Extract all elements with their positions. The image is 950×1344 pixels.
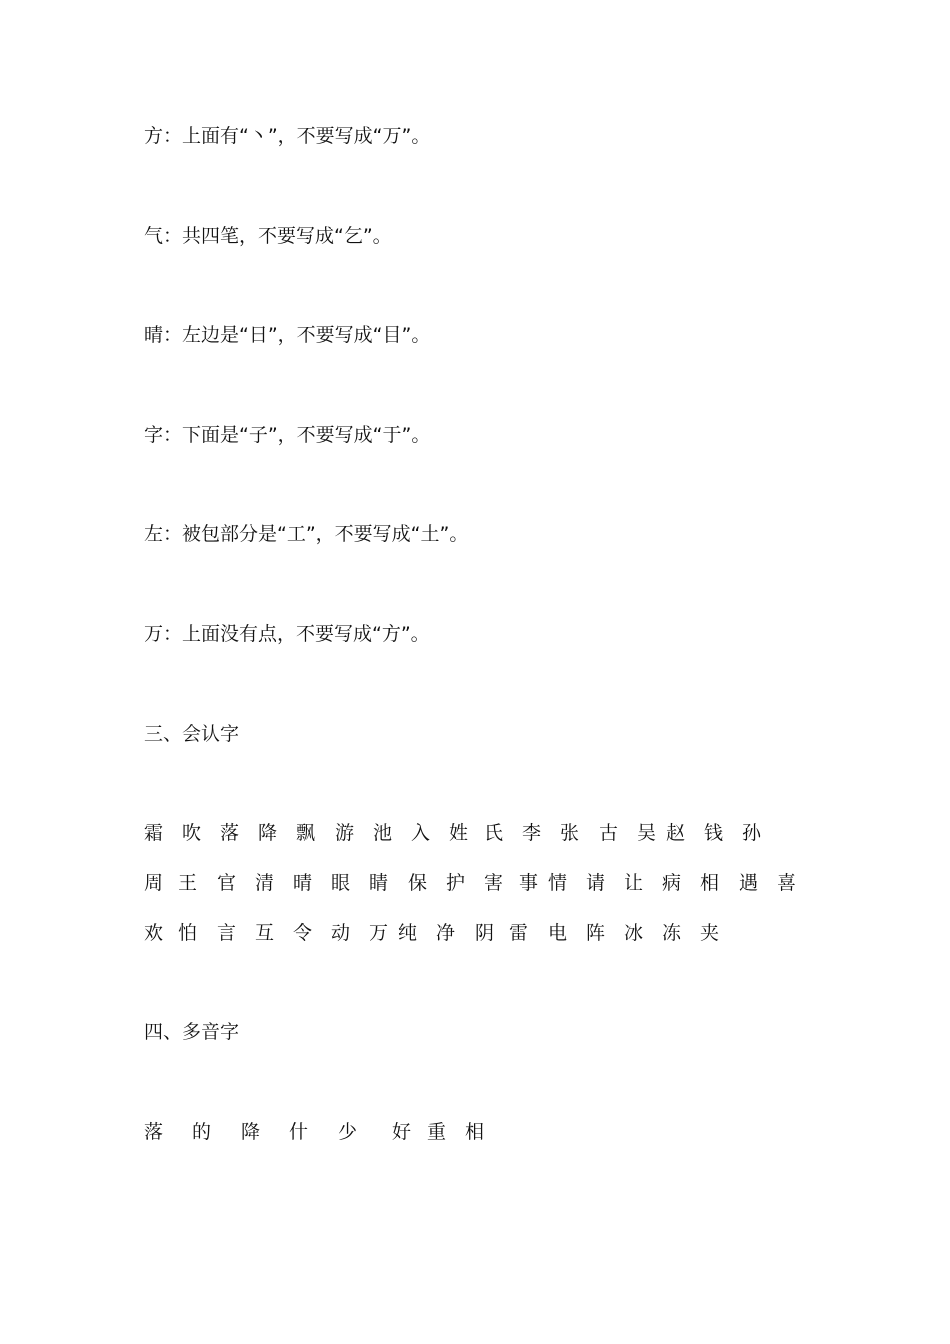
char-item: 病 [662,872,682,894]
char-item: 冰 [624,922,644,944]
char-item: 夹 [700,922,720,944]
char-item: 氏 [484,822,504,844]
char-item: 冻 [662,922,682,944]
char-item: 姓 [449,822,469,844]
char-item: 事 [519,872,539,894]
char-item: 赵 [666,822,686,844]
char-item: 周 [144,872,164,894]
char-item: 情 [548,872,568,894]
char-item: 入 [411,822,431,844]
note-line-wan: 万：上面没有点，不要写成“方”。 [144,623,430,645]
char-item: 霜 [144,822,164,844]
char-item: 孙 [742,822,762,844]
char-item: 睛 [369,872,389,894]
char-item: 电 [548,922,568,944]
char-item: 遇 [739,872,759,894]
char-item: 吴 [637,822,657,844]
char-item: 晴 [293,872,313,894]
char-item: 吹 [182,822,202,844]
char-item: 害 [484,872,504,894]
char-item: 游 [335,822,355,844]
char-item: 互 [255,922,275,944]
char-item: 落 [144,1121,164,1143]
char-item: 什 [289,1121,309,1143]
char-item: 雷 [509,922,529,944]
char-item: 言 [217,922,237,944]
char-item: 官 [217,872,237,894]
note-line-qing: 晴：左边是“日”，不要写成“目”。 [144,324,431,346]
char-item: 万 [369,922,389,944]
char-item: 喜 [777,872,797,894]
note-line-fang: 方：上面有“丶”，不要写成“万”。 [144,125,431,147]
section-heading-recognize-chars: 三、会认字 [144,723,240,745]
char-item: 钱 [704,822,724,844]
char-item: 张 [560,822,580,844]
note-line-zuo: 左：被包部分是“工”，不要写成“土”。 [144,523,469,545]
char-item: 降 [258,822,278,844]
char-item: 相 [465,1121,485,1143]
note-line-qi: 气：共四笔，不要写成“乞”。 [144,225,392,247]
char-item: 好 [392,1121,412,1143]
char-item: 李 [522,822,542,844]
char-item: 落 [220,822,240,844]
char-item: 动 [331,922,351,944]
char-item: 让 [624,872,644,894]
char-item: 飘 [296,822,316,844]
char-item: 池 [373,822,393,844]
char-item: 王 [178,872,198,894]
char-item: 令 [293,922,313,944]
char-item: 怕 [178,922,198,944]
char-item: 护 [446,872,466,894]
char-item: 少 [338,1121,358,1143]
note-line-zi: 字：下面是“子”，不要写成“于”。 [144,424,431,446]
char-item: 重 [427,1121,447,1143]
char-item: 阵 [586,922,606,944]
char-item: 纯 [398,922,418,944]
char-item: 古 [599,822,619,844]
char-item: 清 [255,872,275,894]
char-item: 的 [192,1121,212,1143]
char-item: 眼 [331,872,351,894]
char-item: 欢 [144,922,164,944]
char-item: 阴 [475,922,495,944]
char-item: 净 [436,922,456,944]
char-item: 保 [408,872,428,894]
char-item: 降 [241,1121,261,1143]
section-heading-polyphonic-chars: 四、多音字 [144,1021,240,1043]
char-item: 请 [586,872,606,894]
char-item: 相 [700,872,720,894]
